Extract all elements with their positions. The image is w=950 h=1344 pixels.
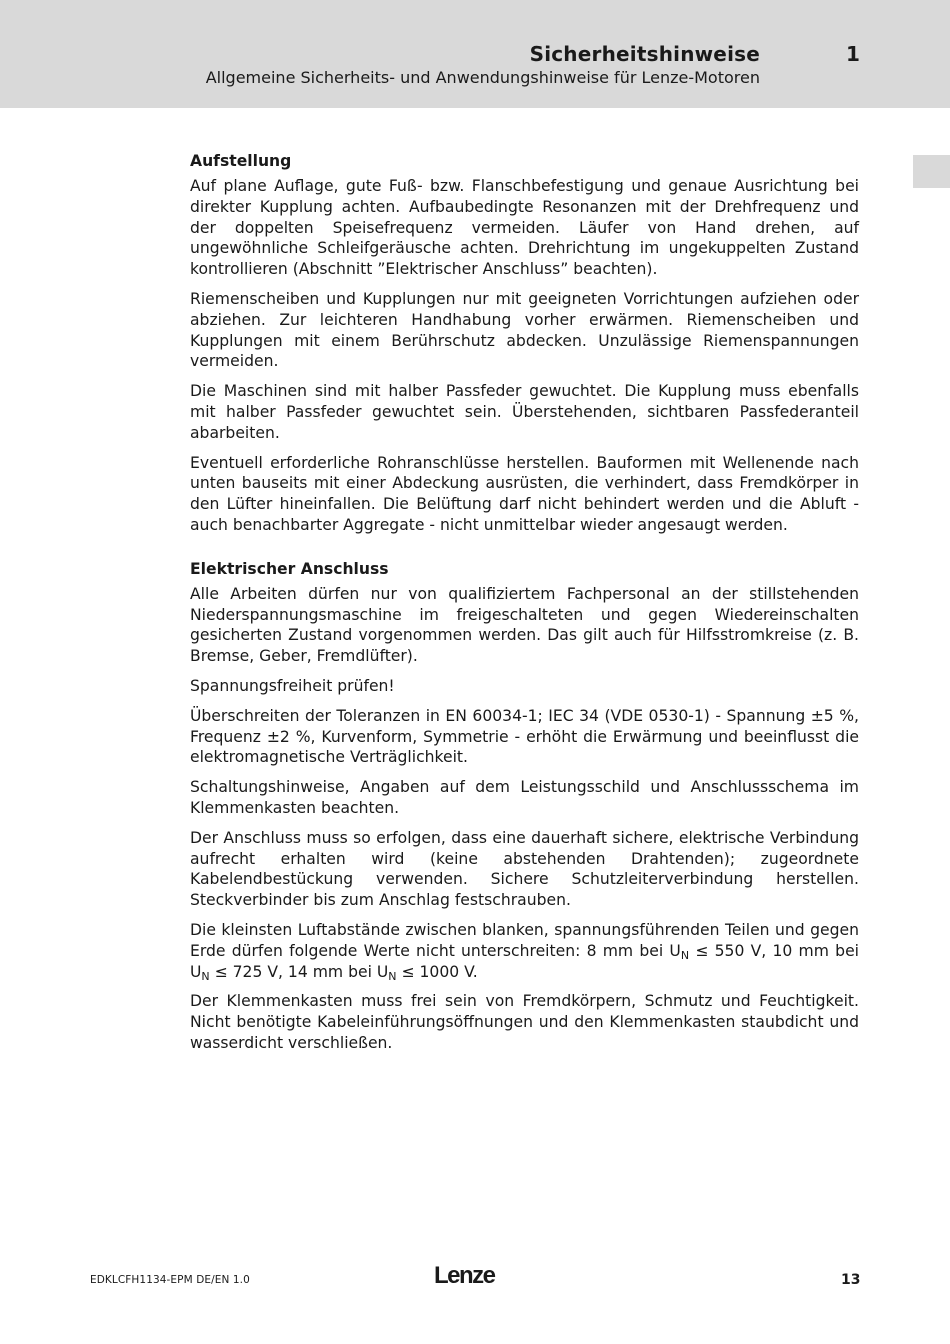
clearance-paragraph <box>190 920 859 982</box>
paragraph: Auf plane Auflage, gute Fuß- bzw. Flanschbefestigung und genaue Ausrichtung bei direkter Kupplung achten. Aufbaubedingte Resonanzen mit der Drehfrequenz und der doppelten Speisefrequenz vermeiden. Läufer von Hand drehen, auf ungewöhnliche Schleifgeräusche achten. Drehrichtung im ungekuppelten Zustand kontrollieren (Abschnitt ”Elektrischer Anschluss” beachten). <box>190 177 859 279</box>
chapter-tab-marker <box>913 155 950 188</box>
section-heading-aufstellung: Aufstellung <box>190 152 292 170</box>
paragraph: Eventuell erforderliche Rohranschlüsse herstellen. Bauformen mit Wellenende nach unten bauseits mit einer Abdeckung ausrüsten, die verhindert, dass Fremdkörper in den Lüfter hineinfallen. Die Belüftung darf nicht behindert werden und die Abluft - auch benachbarter Aggregate - nicht unmittelbar wieder angesaugt werden. <box>190 453 859 534</box>
paragraph: Der Klemmenkasten muss frei sein von Fremdkörpern, Schmutz und Feuchtigkeit. Nicht benötigte Kabeleinführungsöffnungen und den Klemmenkasten staubdicht und wasserdicht verschließen. <box>190 992 859 1052</box>
page-number: 13 <box>841 1272 861 1288</box>
subscript-n: N <box>201 969 210 983</box>
clearance-text: ≤ 550 V, 10 mm bei U <box>190 941 859 981</box>
paragraph: Spannungsfreiheit prüfen! <box>190 676 395 695</box>
paragraph: Riemenscheiben und Kupplungen nur mit geeigneten Vorrichtungen aufziehen oder abziehen. Zur leichteren Handhabung vorher erwärmen. Riemenscheiben und Kupplungen mit einem Berührschutz abdecken. Unzulässige Riemenspannungen vermeiden. <box>190 289 859 371</box>
paragraph: Schaltungshinweise, Angaben auf dem Leistungsschild und Anschlussschema im Klemmenkasten beachten. <box>190 778 859 817</box>
chapter-title: Sicherheitshinweise <box>529 42 760 66</box>
subscript-n: N <box>680 948 690 962</box>
clearance-text: ≤ 1000 V. <box>396 962 478 981</box>
section-heading-elektrischer-anschluss: Elektrischer Anschluss <box>190 559 389 578</box>
document-id: EDKLCFH1134-EPM DE/EN 1.0 <box>90 1274 250 1286</box>
page-header <box>0 0 950 108</box>
paragraph: Überschreiten der Toleranzen in EN 60034-1; IEC 34 (VDE 0530-1) - Spannung ±5 %, Frequenz ±2 %, Kurvenform, Symmetrie - erhöht die Erwärmung und beeinflusst die elektromagnetische Verträglichkeit. <box>190 706 859 767</box>
chapter-subtitle: Allgemeine Sicherheits- und Anwendungshinweise für Lenze-Motoren <box>205 68 760 87</box>
subscript-n: N <box>388 969 397 983</box>
lenze-logo: Lenze <box>434 1262 495 1289</box>
clearance-text: ≤ 725 V, 14 mm bei U <box>209 962 389 981</box>
clearance-text: Die kleinsten Luftabstände zwischen blanken, spannungsführenden Teilen und gegen Erde dürfen folgende Werte nicht unterschreiten: 8 mm bei U <box>190 920 859 960</box>
paragraph: Der Anschluss muss so erfolgen, dass eine dauerhaft sichere, elektrische Verbindung aufrecht erhalten wird (keine abstehenden Drahtenden); zugeordnete Kabelendbestückung verwenden. Sichere Schutzleiterverbindung herstellen. Steckverbinder bis zum Anschlag festschrauben. <box>190 828 859 910</box>
page-content <box>190 150 859 1063</box>
paragraph: Alle Arbeiten dürfen nur von qualifiziertem Fachpersonal an der stillstehenden Niederspannungsmaschine im freigeschalteten und gegen Wiedereinschalten gesicherten Zustand vorgenommen werden. Das gilt auch für Hilfsstromkreise (z. B. Bremse, Geber, Fremdlüfter). <box>190 584 859 666</box>
paragraph: Die Maschinen sind mit halber Passfeder gewuchtet. Die Kupplung muss ebenfalls mit halber Passfeder gewuchtet sein. Überstehenden, sichtbaren Passfederanteil abarbeiten. <box>190 382 859 442</box>
chapter-number: 1 <box>846 42 860 66</box>
